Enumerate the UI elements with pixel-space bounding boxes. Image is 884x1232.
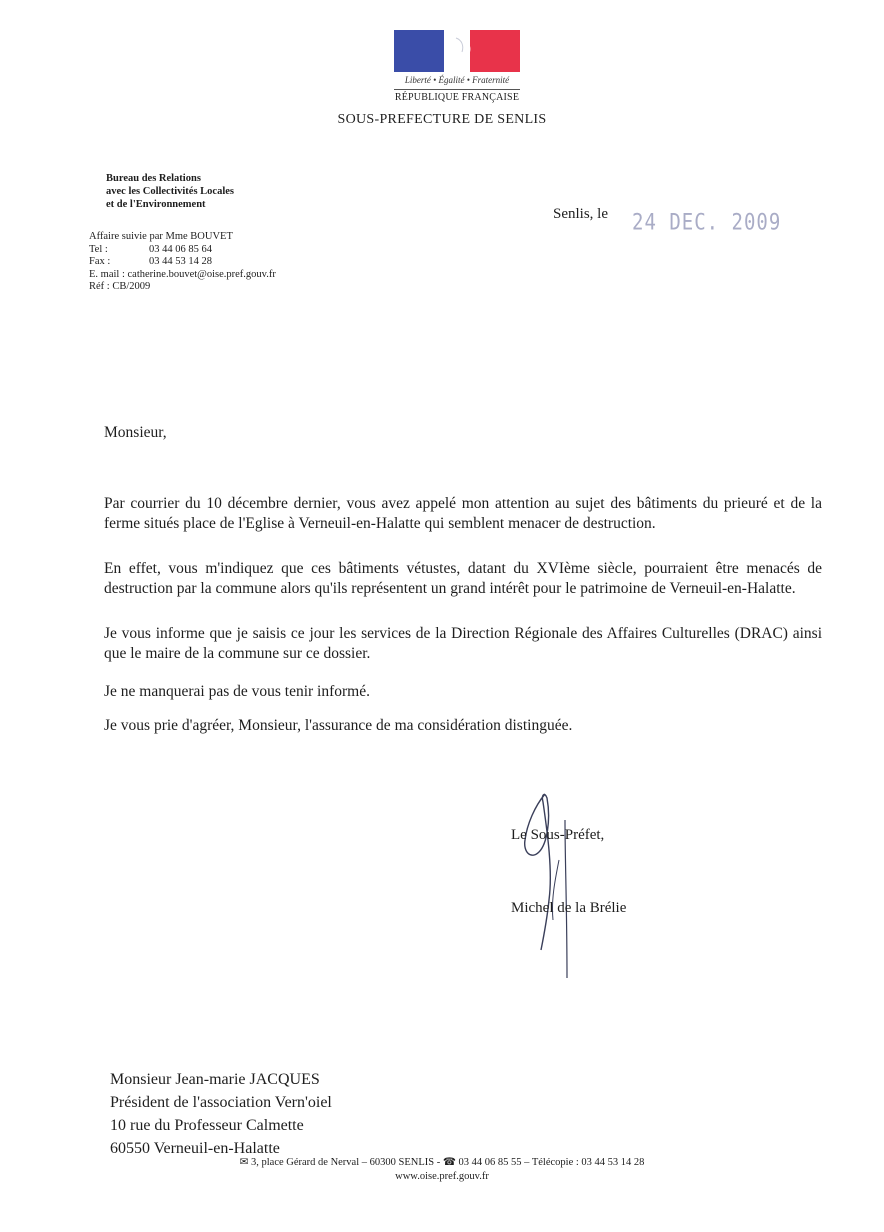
followed-by: Affaire suivie par Mme BOUVET bbox=[89, 231, 233, 242]
bureau-line: Bureau des Relations bbox=[106, 173, 201, 184]
fax-label: Fax : bbox=[89, 256, 111, 267]
motto: Liberté • Égalité • Fraternité bbox=[404, 75, 510, 85]
salutation: Monsieur, bbox=[104, 424, 167, 441]
bureau-name bbox=[106, 172, 234, 211]
paragraph: Je ne manquerai pas de vous tenir informé. bbox=[104, 683, 370, 700]
reference: Réf : CB/2009 bbox=[89, 281, 151, 292]
recipient-line: Président de l'association Vern'oiel bbox=[110, 1094, 332, 1111]
paragraph: Je vous informe que je saisis ce jour les services de la Direction Régionale des Affaires Culturelles (DRAC) ainsi que le maire de la commune sur ce dossier. bbox=[104, 625, 822, 662]
date-prefix: Senlis, le bbox=[553, 206, 608, 222]
email-line: E. mail : catherine.bouvet@oise.pref.gouv.fr bbox=[89, 268, 276, 280]
signatory-title: Le Sous-Préfet, bbox=[511, 827, 605, 843]
tel-line bbox=[89, 244, 276, 257]
marianne-logo bbox=[394, 30, 520, 106]
tel-value: 03 44 06 85 64 bbox=[149, 243, 212, 255]
recipient-line: 60550 Verneuil-en-Halatte bbox=[110, 1140, 280, 1157]
recipient-line: 10 rue du Professeur Calmette bbox=[110, 1117, 304, 1134]
fax-value: 03 44 53 14 28 bbox=[149, 256, 212, 267]
bureau-line: et de l'Environnement bbox=[106, 199, 206, 210]
republic-label: RÉPUBLIQUE FRANÇAISE bbox=[394, 89, 520, 103]
office-title: SOUS-PREFECTURE DE SENLIS bbox=[337, 112, 547, 127]
recipient-address bbox=[110, 1068, 332, 1160]
handwritten-signature bbox=[505, 790, 595, 980]
closing-paragraph: Je vous prie d'agréer, Monsieur, l'assurance de ma considération distinguée. bbox=[104, 717, 573, 734]
tel-label: Tel : bbox=[89, 243, 108, 255]
paragraph: En effet, vous m'indiquez que ces bâtiments vétustes, datant du XVIème siècle, pourraient être menacés de destruction par la commune alors qu'ils représentent un grand intérêt pour le patrimoine de Verneuil-en-Halatte. bbox=[104, 560, 822, 597]
bureau-line: avec les Collectivités Locales bbox=[106, 186, 234, 197]
tricolor-flag-icon bbox=[394, 30, 520, 72]
signatory-name: Michel de la Brélie bbox=[511, 900, 627, 916]
date-stamp: 24 DEC. 2009 bbox=[632, 210, 782, 236]
paragraph: Par courrier du 10 décembre dernier, vous avez appelé mon attention au sujet des bâtiments du prieuré et de la ferme situés place de l'Eglise à Verneuil-en-Halatte qui semblent menacer de destruction. bbox=[104, 495, 822, 532]
footer-address: ✉ 3, place Gérard de Nerval – 60300 SENLIS - ☎ 03 44 06 85 55 – Télécopie : 03 44 53 14 28 bbox=[239, 1157, 645, 1168]
recipient-line: Monsieur Jean-marie JACQUES bbox=[110, 1071, 320, 1088]
fax-line bbox=[89, 256, 276, 269]
footer-website: www.oise.pref.gouv.fr bbox=[395, 1171, 489, 1182]
contact-block bbox=[89, 231, 276, 294]
